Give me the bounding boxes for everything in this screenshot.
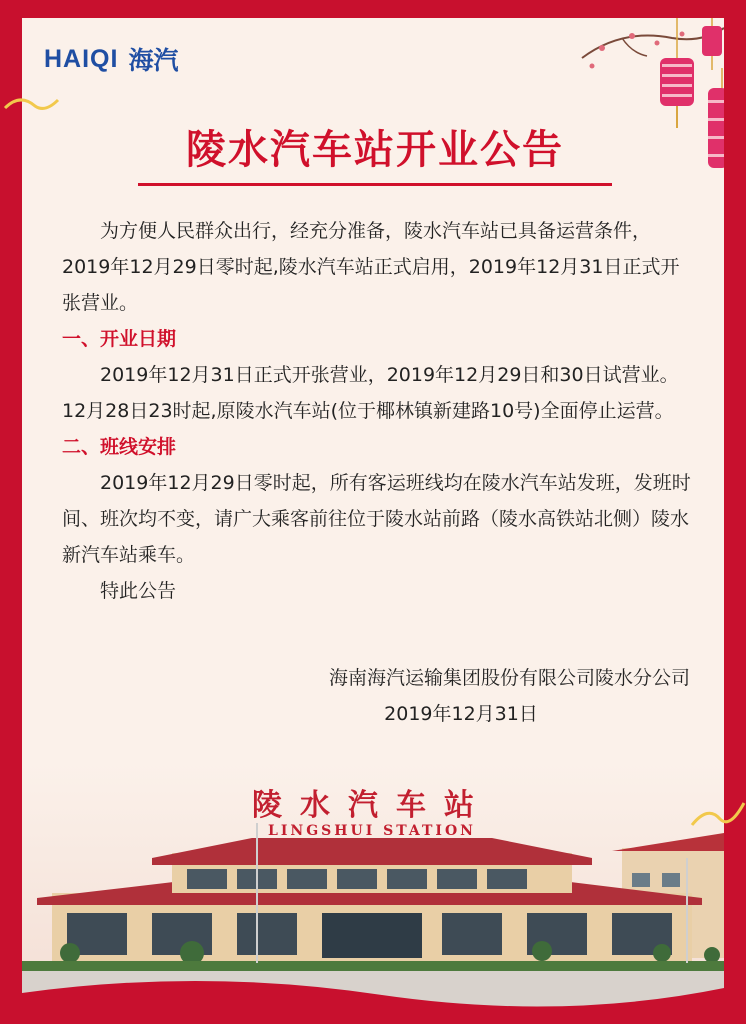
section-heading-opening-date: 一、开业日期 (62, 328, 177, 350)
logo-text-zh: 海汽 (128, 46, 179, 75)
page-title: 陵水汽车站开业公告 (186, 127, 564, 173)
signature-block (62, 660, 690, 732)
logo-text-en: HAIQI (44, 44, 119, 73)
station-sign-zh: 陵水汽车站 (252, 788, 492, 823)
poster-frame (22, 18, 724, 1018)
confetti-left-icon (0, 88, 60, 118)
title-underline (138, 183, 612, 186)
announcement-date: 2019年12月31日 (384, 703, 538, 725)
confetti-right-icon (690, 795, 746, 835)
announcement-body (62, 213, 694, 609)
station-building-image (22, 763, 724, 1018)
haiqi-logo (44, 44, 178, 74)
section-text-opening-date: 2019年12月31日正式开张营业，2019年12月29日和30日试营业。12月28日23时起,原陵水汽车站(位于椰林镇新建路10号)全面停止运营。 (62, 364, 679, 422)
section-heading-routes: 二、班线安排 (62, 436, 177, 458)
closing-text: 特此公告 (100, 580, 177, 602)
station-sign-en: LINGSHUI STATION (268, 823, 476, 839)
title-block (138, 118, 612, 186)
section-text-routes: 2019年12月29日零时起，所有客运班线均在陵水汽车站发班，发班时间、班次均不变，请广大乘客前往位于陵水站前路（陵水高铁站北侧）陵水新汽车站乘车。 (62, 472, 691, 566)
organization-name: 海南海汽运输集团股份有限公司陵水分公司 (328, 667, 690, 689)
intro-paragraph: 为方便人民群众出行，经充分准备，陵水汽车站已具备运营条件，2019年12月29日零时起,陵水汽车站正式启用，2019年12月31日正式开张营业。 (62, 220, 680, 314)
